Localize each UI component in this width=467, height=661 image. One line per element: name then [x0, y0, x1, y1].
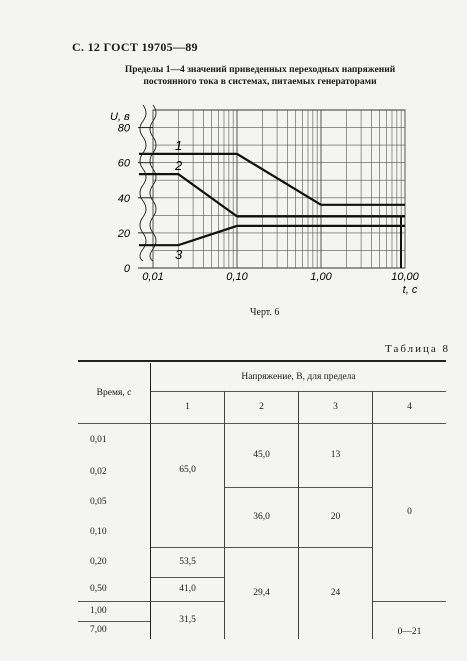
col-header-3: 3	[299, 391, 373, 423]
chart-title-line2: постоянного тока в системах, питаемых генераторами	[143, 77, 377, 87]
figure-caption: Черт. 6	[250, 307, 280, 318]
time-cell: 0,10	[78, 517, 151, 547]
page-header: С. 12 ГОСТ 19705—89	[72, 40, 198, 54]
cell-c2-c: 29,4	[225, 547, 299, 639]
voltage-chart	[0, 0, 467, 300]
cell-c3-c: 24	[299, 547, 373, 639]
time-cell: 0,02	[78, 457, 151, 487]
cell-c1-a: 65,0	[151, 423, 225, 517]
cell-c2-a: 45,0	[225, 423, 299, 487]
cell-c1-b: 53,5	[151, 547, 225, 577]
cell-c2-b: 36,0	[225, 487, 299, 547]
col-header-1: 1	[151, 391, 225, 423]
series-line-3	[139, 226, 405, 245]
y-tick-label: 40	[117, 192, 130, 205]
series-label-2: 2	[175, 158, 183, 174]
x-axis-label: t, с	[402, 284, 418, 296]
time-cell: 7,00	[78, 621, 151, 639]
cell-c4-b: 0—21	[373, 601, 447, 639]
time-cell: 0,50	[78, 577, 151, 601]
x-tick-label: 10,00	[391, 271, 419, 283]
cell-c1-c: 41,0	[151, 577, 225, 601]
series-label-1: 1	[175, 137, 183, 153]
cell-c4-a: 0	[373, 423, 447, 601]
y-axis-break	[140, 105, 146, 261]
y-tick-label: 0	[123, 263, 130, 275]
y-axis-label: U, в	[110, 111, 130, 123]
table-label: Таблица 8	[385, 343, 451, 355]
y-tick-label: 60	[117, 157, 130, 170]
plot-frame	[153, 110, 405, 268]
col-header-2: 2	[225, 391, 299, 423]
time-header: Время, с	[78, 363, 151, 423]
cell-c3-a: 13	[299, 423, 373, 487]
cell-c3-b: 20	[299, 487, 373, 547]
series-label-3: 3	[175, 247, 183, 263]
y-tick-label: 20	[117, 227, 130, 240]
time-cell: 0,05	[78, 487, 151, 517]
x-tick-label: 0,10	[226, 271, 248, 283]
x-tick-label: 0,01	[142, 271, 164, 283]
time-cell: 0,20	[78, 547, 151, 577]
time-cell: 1,00	[78, 601, 151, 621]
voltage-header: Напряжение, В, для предела	[241, 371, 356, 382]
time-cell: 0,01	[78, 423, 151, 457]
col-header-4: 4	[373, 391, 447, 423]
cell-c1-d: 31,5	[151, 601, 225, 639]
y-tick-label: 80	[117, 122, 130, 135]
x-tick-label: 1,00	[310, 271, 332, 283]
chart-title-line1: Пределы 1—4 значений приведенных переходных напряжений	[124, 65, 396, 75]
voltage-table	[78, 360, 446, 639]
